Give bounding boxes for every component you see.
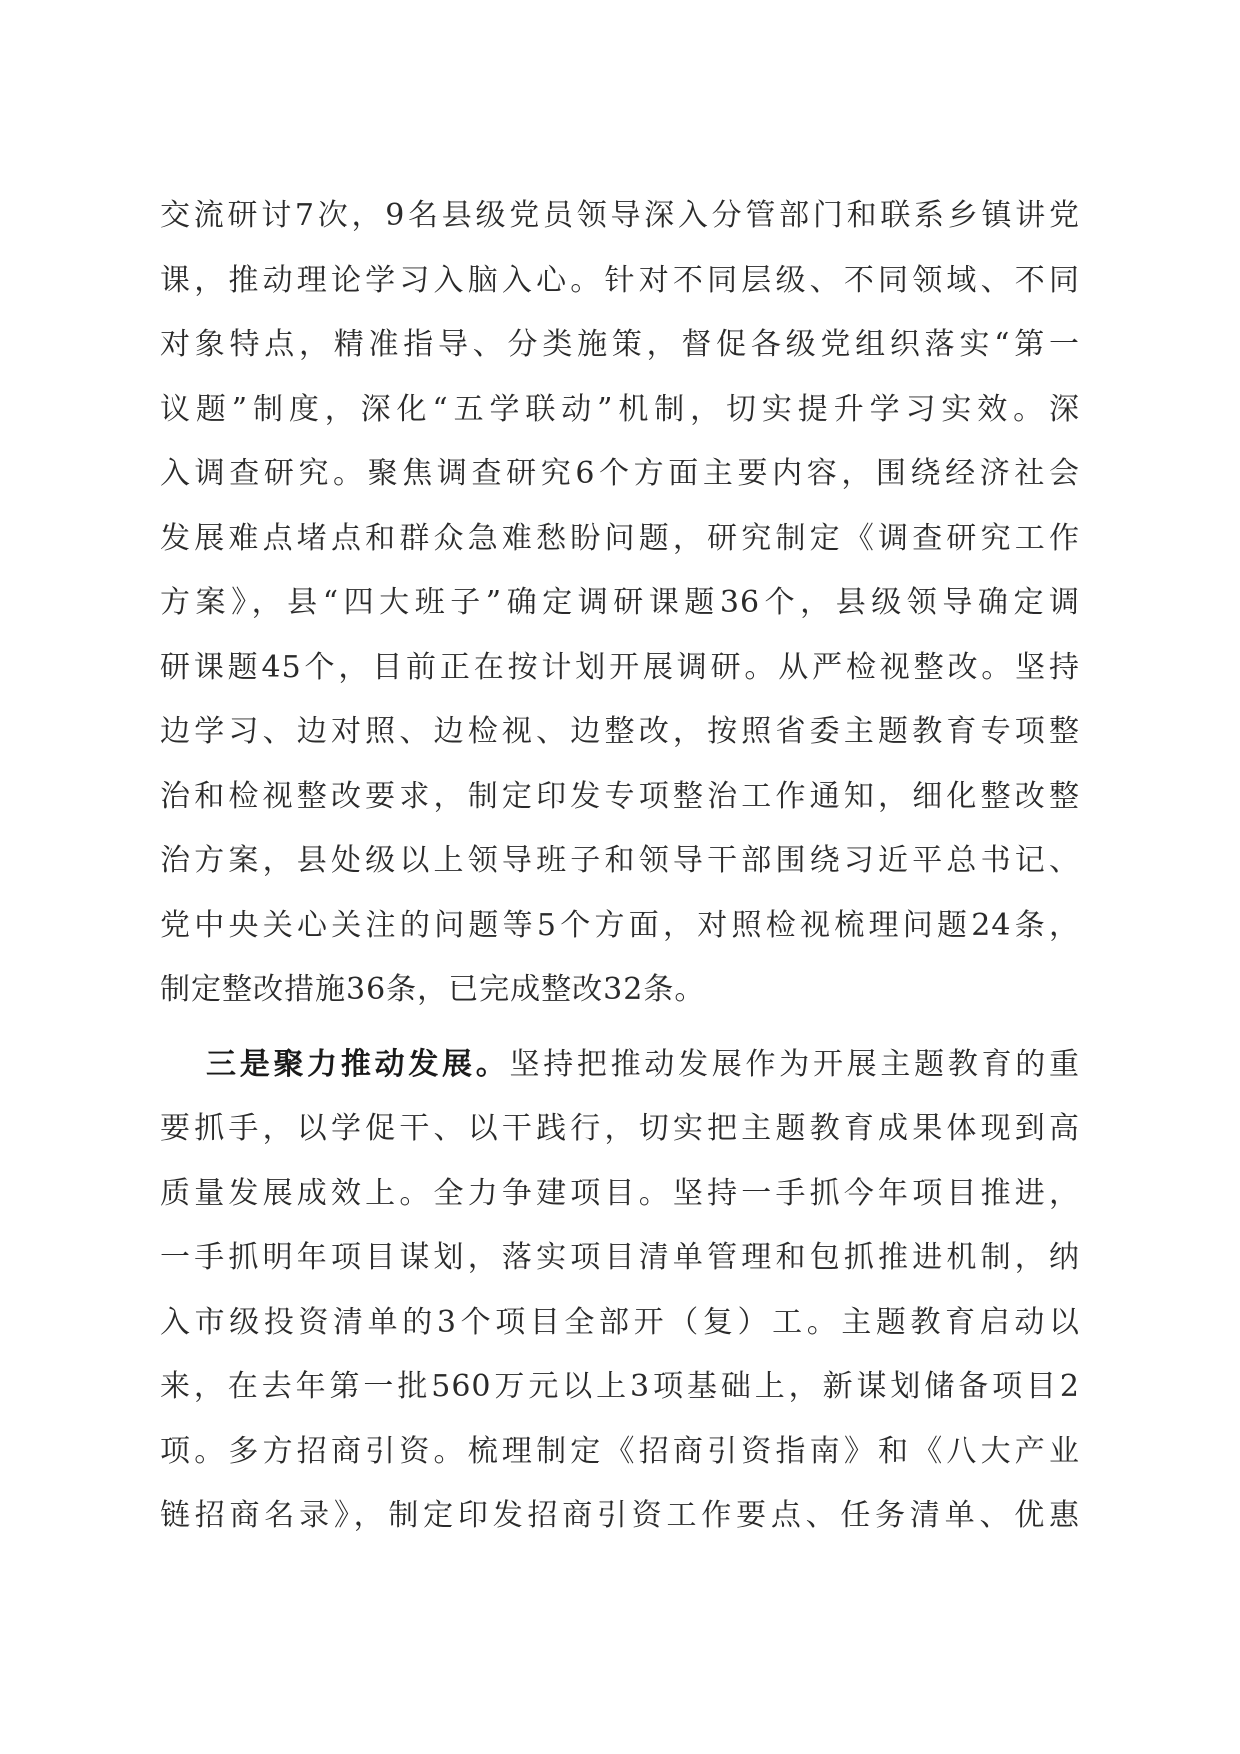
text-line: 研课题45个，目前正在按计划开展调研。从严检视整改。坚持 [160,649,1080,685]
text-line: 党中央关心关注的问题等5个方面，对照检视梳理问题24条， [160,907,1080,943]
text-line: 对象特点，精准指导、分类施策，督促各级党组织落实“第一 [160,327,1080,362]
text-line: 质量发展成效上。全力争建项目。坚持一手抓今年项目推进， [160,1175,1080,1211]
section-heading: 三是聚力推动发展。 [206,1046,510,1082]
text-line: 交流研讨7次，9名县级党员领导深入分管部门和联系乡镇讲党 [160,198,1080,233]
text-line: 议题”制度，深化“五学联动”机制，切实提升学习实效。深 [160,391,1080,427]
text-line: 项。多方招商引资。梳理制定《招商引资指南》和《八大产业 [160,1433,1080,1469]
text-line: 治方案，县处级以上领导班子和领导干部围绕习近平总书记、 [160,843,1080,878]
paragraph-2 [160,1033,1080,1549]
text-line: 边学习、边对照、边检视、边整改，按照省委主题教育专项整 [160,714,1080,749]
paragraph-gap [160,1023,1080,1033]
text-line: 入市级投资清单的3个项目全部开（复）工。主题教育启动以 [160,1304,1080,1340]
text-line: 方案》，县“四大班子”确定调研课题36个，县级领导确定调 [160,585,1080,620]
text-line: 制定整改措施36条，已完成整改32条。 [160,972,706,1007]
text-line: 治和检视整改要求，制定印发专项整治工作通知，细化整改整 [160,778,1080,814]
text-line-first [160,1033,1080,1098]
text-line: 入调查研究。聚焦调查研究6个方面主要内容，围绕经济社会 [160,456,1080,491]
text-line-rest: 坚持把推动发展作为开展主题教育的重 [509,1046,1080,1082]
text-line: 发展难点堵点和群众急难愁盼问题，研究制定《调查研究工作 [160,520,1080,556]
text-line: 课，推动理论学习入脑入心。针对不同层级、不同领域、不同 [160,262,1080,298]
text-line: 要抓手，以学促干、以干践行，切实把主题教育成果体现到高 [160,1111,1080,1146]
text-line: 一手抓明年项目谋划，落实项目清单管理和包抓推进机制，纳 [160,1240,1080,1275]
document-body [160,184,1080,1549]
text-line: 链招商名录》，制定印发招商引资工作要点、任务清单、优惠 [160,1498,1080,1533]
paragraph-1 [160,184,1080,1023]
text-line: 来，在去年第一批560万元以上3项基础上，新谋划储备项目2 [160,1369,1080,1404]
